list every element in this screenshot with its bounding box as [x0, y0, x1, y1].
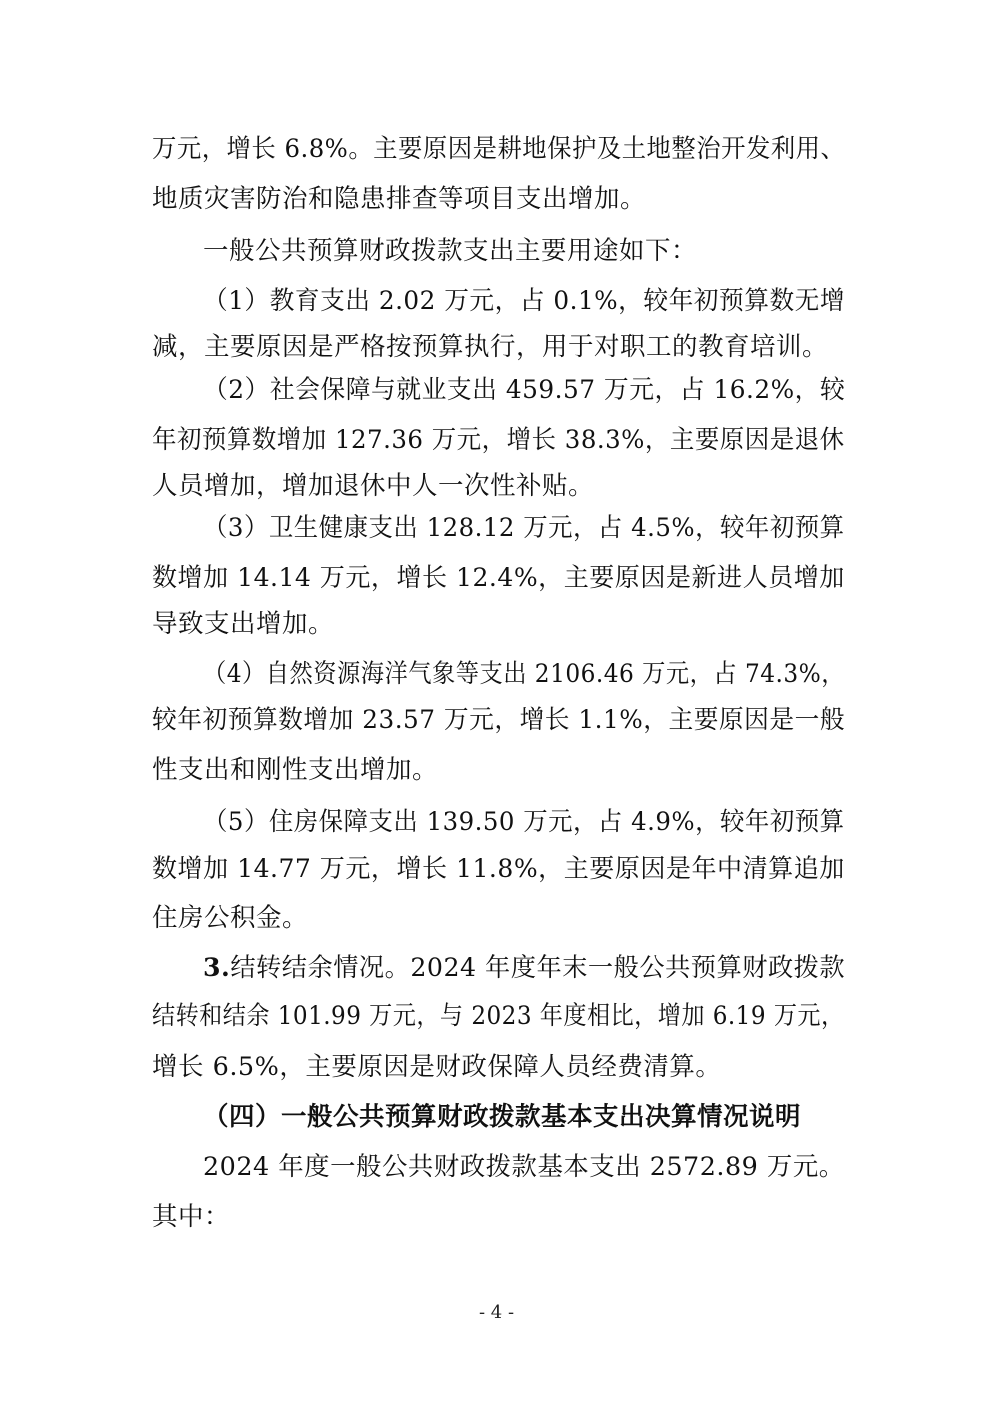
body-line: 住房公积金。 — [152, 903, 309, 933]
page-number: - 4 - — [478, 1302, 515, 1323]
body-line: 年初预算数增加 127.36 万元，增长 38.3%，主要原因是退休 — [152, 425, 845, 455]
section-3-line — [203, 953, 846, 983]
body-line: 万元，增长 6.8%。主要原因是耕地保护及土地整治开发利用、 — [152, 134, 846, 164]
body-line: （3）卫生健康支出 128.12 万元，占 4.5%，较年初预算 — [203, 513, 845, 543]
body-line: 导致支出增加。 — [152, 609, 335, 639]
body-line: 增长 6.5%，主要原因是财政保障人员经费清算。 — [152, 1052, 722, 1082]
section-3-text: 结转结余情况。2024 年度年末一般公共预算财政拨款 — [230, 953, 846, 983]
body-line: 地质灾害防治和隐患排查等项目支出增加。 — [152, 184, 647, 214]
section-3-number: 3. — [203, 953, 231, 983]
body-line: 数增加 14.14 万元，增长 12.4%，主要原因是新进人员增加 — [152, 563, 845, 593]
body-line: （4）自然资源海洋气象等支出 2106.46 万元，占 74.3%， — [203, 659, 845, 689]
body-line: 2024 年度一般公共财政拨款基本支出 2572.89 万元。 — [203, 1152, 845, 1182]
body-line: 减，主要原因是严格按预算执行，用于对职工的教育培训。 — [152, 332, 829, 362]
body-line: 数增加 14.77 万元，增长 11.8%，主要原因是年中清算追加 — [152, 854, 845, 884]
body-line: 人员增加，增加退休中人一次性补贴。 — [152, 471, 595, 501]
body-line: （2）社会保障与就业支出 459.57 万元，占 16.2%，较 — [203, 375, 846, 405]
body-line: 结转和结余 101.99 万元，与 2023 年度相比，增加 6.19 万元， — [152, 1001, 845, 1031]
body-line: 性支出和刚性支出增加。 — [152, 755, 439, 785]
section-heading: （四）一般公共预算财政拨款基本支出决算情况说明 — [203, 1102, 802, 1132]
body-line: 较年初预算数增加 23.57 万元，增长 1.1%，主要原因是一般 — [152, 705, 846, 735]
body-line: 其中： — [152, 1202, 231, 1232]
body-line: 一般公共预算财政拨款支出主要用途如下： — [203, 236, 698, 266]
body-line: （1）教育支出 2.02 万元，占 0.1%，较年初预算数无增 — [203, 286, 846, 316]
body-line: （5）住房保障支出 139.50 万元，占 4.9%，较年初预算 — [203, 807, 845, 837]
